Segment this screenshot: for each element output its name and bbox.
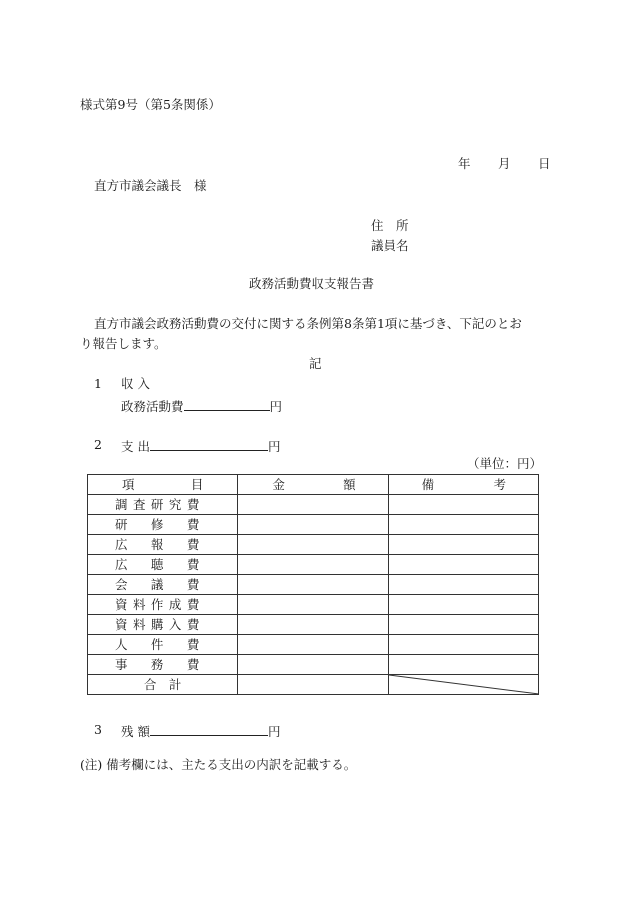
date-year: 年 bbox=[458, 156, 471, 171]
balance-label: 残 額 bbox=[121, 724, 150, 739]
row-item-label: 資料購入費 bbox=[115, 617, 200, 632]
note-cell bbox=[388, 655, 538, 675]
income-amount-blank bbox=[184, 397, 270, 411]
amount-cell bbox=[238, 595, 388, 615]
member-name-label: 議員名 bbox=[371, 238, 409, 253]
amount-cell bbox=[238, 515, 388, 535]
diagonal-strike bbox=[389, 675, 539, 694]
note-cell bbox=[388, 495, 538, 515]
amount-cell bbox=[238, 575, 388, 595]
amount-cell bbox=[238, 555, 388, 575]
amount-cell bbox=[238, 495, 388, 515]
expenditure-unit: 円 bbox=[267, 439, 281, 454]
header-item: 項 目 bbox=[88, 475, 238, 495]
note-cell bbox=[388, 555, 538, 575]
note-cell bbox=[388, 595, 538, 615]
note-cell bbox=[388, 615, 538, 635]
balance-row bbox=[121, 722, 281, 740]
row-item-label: 研修費 bbox=[115, 517, 200, 532]
header-note: 備 考 bbox=[388, 475, 538, 495]
note-cell bbox=[388, 535, 538, 555]
row-item-label: 広報費 bbox=[115, 537, 200, 552]
expense-table bbox=[87, 474, 539, 695]
amount-cell bbox=[238, 535, 388, 555]
table-row bbox=[88, 555, 539, 575]
income-item-label: 政務活動費 bbox=[121, 399, 184, 414]
expenditure-label: 支 出 bbox=[121, 439, 150, 454]
table-row bbox=[88, 575, 539, 595]
total-label: 合 計 bbox=[143, 677, 182, 692]
table-row bbox=[88, 595, 539, 615]
row-item-label: 人件費 bbox=[115, 637, 200, 652]
income-number: 1 bbox=[94, 376, 102, 391]
income-unit: 円 bbox=[269, 399, 283, 414]
amount-cell bbox=[238, 635, 388, 655]
table-row bbox=[88, 655, 539, 675]
row-item-label: 会議費 bbox=[115, 577, 200, 592]
row-item-label: 資料作成費 bbox=[115, 597, 200, 612]
header-amount: 金 額 bbox=[238, 475, 388, 495]
body-text-line1: 直方市議会政務活動費の交付に関する条例第8条第1項に基づき、下記のとお bbox=[94, 316, 522, 331]
row-item-label: 調査研究費 bbox=[115, 497, 200, 512]
row-item-label: 広聴費 bbox=[115, 557, 200, 572]
page-title: 政務活動費収支報告書 bbox=[249, 276, 375, 291]
note-cell bbox=[388, 515, 538, 535]
row-item-label: 事務費 bbox=[115, 657, 200, 672]
income-label: 収 入 bbox=[121, 376, 150, 391]
balance-unit: 円 bbox=[267, 724, 281, 739]
footnote: (注) 備考欄には、主たる支出の内訳を記載する。 bbox=[80, 757, 357, 772]
table-row bbox=[88, 635, 539, 655]
note-cell bbox=[388, 575, 538, 595]
total-note-cell bbox=[388, 675, 538, 695]
total-row bbox=[88, 675, 539, 695]
date-month: 月 bbox=[498, 156, 511, 171]
note-cell bbox=[388, 635, 538, 655]
table-row bbox=[88, 535, 539, 555]
address-label: 住 所 bbox=[371, 218, 409, 233]
expenditure-amount-blank bbox=[150, 437, 268, 451]
ki-heading: 記 bbox=[309, 356, 322, 371]
income-row bbox=[121, 397, 282, 415]
expenditure-row bbox=[121, 437, 281, 455]
expenditure-number: 2 bbox=[94, 437, 102, 452]
table-row bbox=[88, 495, 539, 515]
form-number: 様式第9号（第5条関係） bbox=[80, 97, 221, 112]
total-amount-cell bbox=[238, 675, 388, 695]
balance-number: 3 bbox=[94, 722, 102, 737]
table-row bbox=[88, 615, 539, 635]
date-day: 日 bbox=[538, 156, 551, 171]
unit-note: （単位：円） bbox=[467, 456, 543, 471]
body-text-line2: り報告します。 bbox=[80, 336, 167, 351]
addressee: 直方市議会議長 様 bbox=[94, 178, 207, 193]
table-row bbox=[88, 515, 539, 535]
table-header-row bbox=[88, 475, 539, 495]
balance-amount-blank bbox=[150, 722, 268, 736]
amount-cell bbox=[238, 615, 388, 635]
amount-cell bbox=[238, 655, 388, 675]
